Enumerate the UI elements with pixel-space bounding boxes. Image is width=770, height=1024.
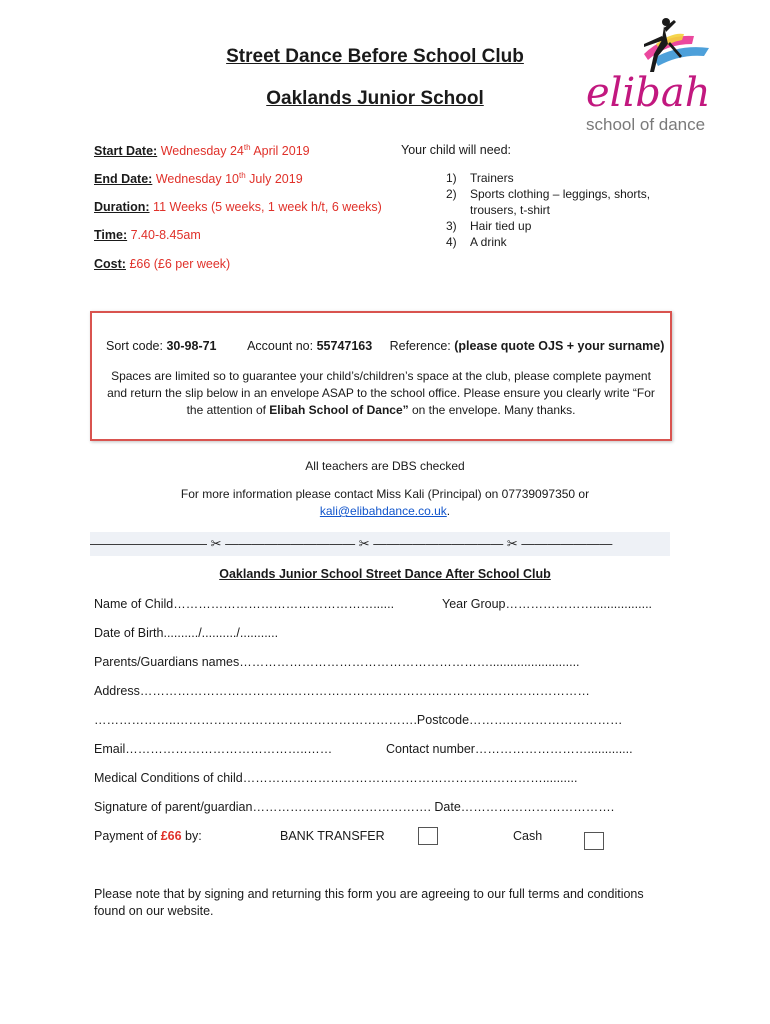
payment-info-box [90, 311, 672, 441]
child-name-field[interactable]: Name of Child…………………………………………...... [94, 597, 395, 611]
duration-row [94, 200, 382, 214]
email-field[interactable]: Email……………………………………..…… [94, 742, 333, 756]
start-date-row [94, 143, 310, 158]
logo-wordmark: elibah [586, 70, 711, 116]
dbs-note: All teachers are DBS checked [305, 459, 465, 473]
payment-amount: £66 [160, 829, 182, 843]
cash-checkbox[interactable] [584, 832, 604, 850]
signature-date-field[interactable]: Signature of parent/guardian……………………………………. Date………………………………. [94, 800, 615, 814]
elibah-logo [584, 14, 734, 136]
time-value: 7.40-8.45am [130, 228, 201, 242]
needs-list [446, 170, 676, 250]
list-item: 3) Hair tied up [446, 219, 532, 233]
cost-label: Cost: [94, 257, 126, 271]
cost-value: £66 (£6 per week) [129, 257, 231, 271]
end-date-row [94, 171, 303, 186]
address-field[interactable]: Address……………………………………………………………………………………………… [94, 684, 590, 698]
page-subtitle: Oaklands Junior School [266, 88, 484, 109]
contact-number-field[interactable]: Contact number………………………............. [386, 742, 633, 756]
end-date-value: Wednesday 10th July 2019 [155, 171, 303, 187]
account-number: 55747163 [316, 339, 373, 353]
duration-label: Duration: [94, 200, 150, 214]
sort-code: 30-98-71 [166, 339, 217, 353]
reference: (please quote OJS + your surname) [454, 339, 665, 353]
payment-line: Payment of £66 by: [94, 829, 202, 843]
time-row [94, 228, 201, 242]
start-date-label: Start Date: [94, 144, 158, 159]
list-item: 4) A drink [446, 235, 507, 249]
terms-note: Please note that by signing and returning this form you are agreeing to our full terms and conditions found on our website. [94, 887, 644, 918]
needs-heading: Your child will need: [401, 143, 512, 157]
logo-tagline: school of dance [586, 115, 706, 134]
dob-field[interactable]: Date of Birth........../........../........... [94, 626, 279, 640]
address-postcode-field[interactable]: ………………..………………………………………………….Postcode……….……………………… [94, 713, 623, 727]
end-date-label: End Date: [94, 172, 153, 187]
bank-details: Sort code: 30-98-71 Account no: 55747163 Reference: (please quote OJS + your surname) [106, 339, 665, 353]
list-item: 1) Trainers [446, 171, 514, 185]
bank-transfer-label: BANK TRANSFER [280, 829, 385, 843]
email-link[interactable]: kali@elibahdance.co.uk [319, 504, 447, 518]
parents-names-field[interactable]: Parents/Guardians names…………………………………………………….......................... [94, 655, 580, 669]
duration-value: 11 Weeks (5 weeks, 1 week h/t, 6 weeks) [153, 200, 382, 214]
contact-line: For more information please contact Miss Kali (Principal) on 07739097350 or [180, 487, 590, 501]
list-item: 2) Sports clothing – leggings, shorts, trousers, t-shirt [446, 187, 651, 217]
page-title: Street Dance Before School Club [226, 46, 524, 67]
start-date-value: Wednesday 24th April 2019 [160, 143, 310, 159]
slip-heading: Oaklands Junior School Street Dance After School Club [219, 567, 551, 581]
cut-line: ————————— ✂ —————————— ✂ —————————— ✂ ——————— [90, 532, 670, 556]
cost-row [94, 257, 230, 271]
year-group-field[interactable]: Year Group…………………................. [442, 597, 653, 611]
bank-transfer-checkbox[interactable] [418, 827, 438, 845]
cash-label: Cash [513, 829, 543, 843]
payment-instructions: Spaces are limited so to guarantee your child’s/children’s space at the club, please complete payment and return the slip below in an envelope ASAP to the school office. Please ensure you clearly write “For the attention of Elibah School of Dance” on the envelope. Many thanks. [107, 369, 655, 417]
time-label: Time: [94, 228, 128, 242]
medical-conditions-field[interactable]: Medical Conditions of child……………………………………………………………….......... [94, 771, 578, 785]
dancer-logo-icon [584, 14, 734, 136]
contact-email-line: kali@elibahdance.co.uk. [319, 504, 451, 518]
